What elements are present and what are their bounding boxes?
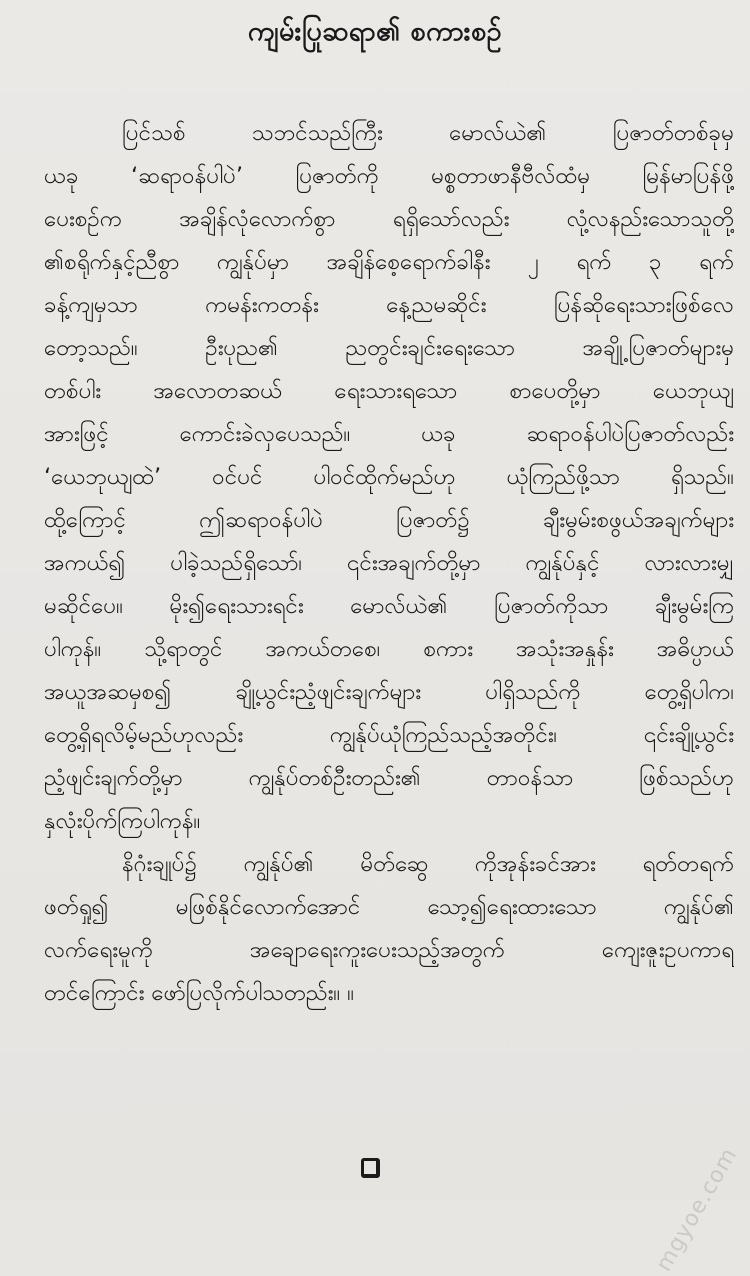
paragraph-line: ၏စရိုက်နှင့်ညီစွာ ကျွန်ုပ်မှာ အချိန်စေ့ရောက်ခါနီး ၂ ရက် ၃ ရက် xyxy=(44,249,734,275)
paragraph-line: တွေ့ရှိရလိမ့်မည်ဟုလည်း ကျွန်ုပ်ယုံကြည်သည့်အတိုင်း၊ ၎င်းချို့ယွင်း xyxy=(44,722,734,748)
paragraph-line: တော့သည်။ ဦးပုည၏ ညတွင်းချင်းရေးသော အချို့ပြဇာတ်များမှ xyxy=(44,335,734,361)
paragraph-line: မဆိုင်ပေ။ မိုး၍ရေးသားရင်း မောလ်ယဲ၏ ပြဇာတ်ကိုသာ ချီးမွမ်းကြ xyxy=(44,593,734,619)
paragraph-line: အကယ်၍ ပါခဲ့သည်ရှိသော်၊ ၎င်းအချက်တို့မှာ ကျွန်ုပ်နှင့် လားလားမျှ xyxy=(44,550,734,576)
paragraph-line: နိဂုံးချုပ်၌ ကျွန်ုပ်၏ မိတ်ဆွေ ကိုအုန်းခင်အား ရတ်တရက် xyxy=(122,851,734,877)
watermark: mgyoe.com xyxy=(651,1143,742,1276)
paragraph-line: ညံ့ဖျင်းချက်တို့မှာ ကျွန်ုပ်တစ်ဦးတည်း၏ တာဝန်သာ ဖြစ်သည်ဟု xyxy=(44,765,734,791)
end-mark-icon xyxy=(361,1158,380,1178)
paragraph-line: အားဖြင့် ကောင်းခဲလှပေသည်။ ယခု ဆရာဝန်ပါပဲပြဇာတ်လည်း xyxy=(44,421,734,447)
paragraph-line: ‘ယေဘုယျထဲ’ ဝင်ပင် ပါဝင်ထိုက်မည်ဟု ယုံကြည်ဖို့သာ ရှိသည်။ xyxy=(44,464,734,490)
paragraph-line: လက်ရေးမူကို အချောရေးကူးပေးသည့်အတွက် ကျေးဇူးဥပကာရ xyxy=(44,937,734,963)
body-text xyxy=(44,112,734,1015)
paragraph-line: ထို့ကြောင့် ဤဆရာဝန်ပါပဲ ပြဇာတ်၌ ချီးမွမ်းစဖွယ်အချက်များ xyxy=(44,507,734,533)
paragraph-line: တစ်ပါး အလောတဆယ် ရေးသားရသော စာပေတို့မှာ ယေဘုယျ xyxy=(44,378,734,404)
paragraph-line: ခန့်ကျမှသာ ကမန်းကတန်း နေ့ညမဆိုင်း ပြန်ဆိုရေးသားဖြစ်လေ xyxy=(44,292,734,318)
paragraph-line: ပြင်သစ် သဘင်သည်ကြီး မောလ်ယဲ၏ ပြဇာတ်တစ်ခုမှ xyxy=(122,120,734,146)
paragraph-line: ပါကုန်။ သို့ရာတွင် အကယ်တစေ၊ စကား အသုံးအနှုန်း အဓိပ္ပာယ် xyxy=(44,636,734,662)
paragraph-line: ပေးစဉ်က အချိန်လုံလောက်စွာ ရရှိသော်လည်း လုံ့လနည်းသောသူတို့ xyxy=(44,206,734,232)
paragraph-line: တင်ကြောင်း ဖော်ပြလိုက်ပါသတည်း။ ။ xyxy=(44,980,355,1006)
page-title: ကျမ်းပြုဆရာ၏ စကားစဉ် xyxy=(247,16,503,47)
paragraph-line: အယူအဆမှစ၍ ချို့ယွင်းညံ့ဖျင်းချက်များ ပါရှိသည်ကို တွေ့ရှိပါက၊ xyxy=(44,679,734,705)
paragraph-line: ယခု ‘ဆရာဝန်ပါပဲ’ ပြဇာတ်ကို မစ္စတာဖာနီဗီလ်ထံမှ မြန်မာပြန်ဖို့ xyxy=(44,163,734,189)
paragraph-line: ဖတ်ရှု၍ မဖြစ်နိုင်လောက်အောင် သော့၍ရေးထားသော ကျွန်ုပ်၏ xyxy=(44,894,734,920)
paragraph-line: နှလုံးပိုက်ကြပါကုန်။ xyxy=(44,808,201,834)
